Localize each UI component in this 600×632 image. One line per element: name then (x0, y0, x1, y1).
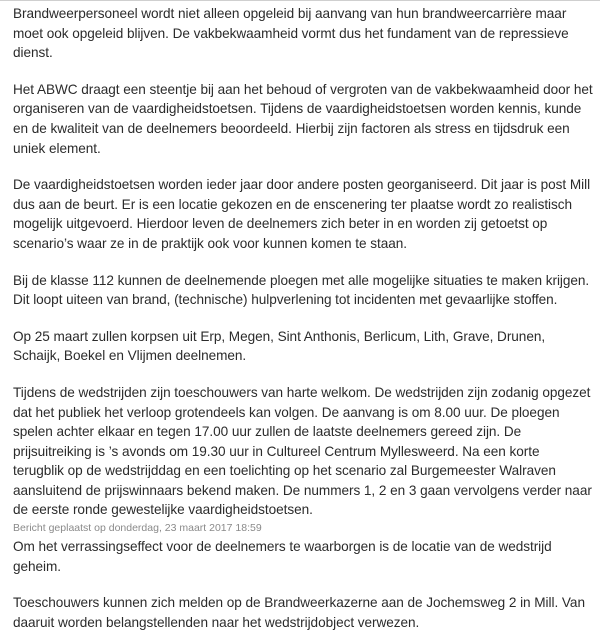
article-paragraph-1: Brandweerpersoneel wordt niet alleen opgeleid bij aanvang van hun brandweercarrière maar moet ook opgeleid blijven. De vakbekwaamheid vormt dus het fundament van de repressieve dienst. (13, 6, 569, 61)
article-paragraph-6: Tijdens de wedstrijden zijn toeschouwers van harte welkom. De wedstrijden zijn zodanig opgezet dat het publiek het verloop grotendeels kan volgen. De aanvang is om 8.00 uur. De ploegen spelen achter elkaar en tegen 17.00 uur zullen de laatste deelnemers gereed zijn. De prijsuitreiking is ’s avonds om 19.30 uur in Cultureel Centrum Myllesweerd. Na een korte terugblik op de wedstrijddag en een toelichting op het scenario zal Burgemeester Walraven aansluitend de prijswinnaars bekend maken. De nummers 1, 2 en 3 gaan vervolgens verder naar de eerste ronde gewestelijke vaardigheidstoetsen. (13, 384, 592, 518)
article-paragraph-8: Toeschouwers kunnen zich melden op de Brandweerkazerne aan de Jochemsweg 2 in Mill. Van daaruit worden belangstellenden naar het wedstrijdobject verwezen. (13, 595, 585, 630)
article-paragraph-5: Op 25 maart zullen korpsen uit Erp, Megen, Sint Anthonis, Berlicum, Lith, Grave, Drunen, Schaijk, Boekel en Vlijmen deelnemen. (13, 328, 546, 364)
article-paragraph-7: Om het verrassingseffect voor de deelnemers te waarborgen is de locatie van de wedstrijd geheim. (13, 539, 552, 574)
article-paragraph-2: Het ABWC draagt een steentje bij aan het behoud of vergroten van de vakbekwaamheid door het organiseren van de vaardigheidstoetsen. Tijdens de vaardigheidstoetsen worden kennis, kunde en de kwaliteit van de deelnemers beoordeeld. Hierbij zijn factoren als stress en tijdsdruk een uniek element. (13, 81, 593, 156)
posted-timestamp: Bericht geplaatst op donderdag, 23 maart 2017 18:59 (13, 522, 262, 534)
article-paragraph-3: De vaardigheidstoetsen worden ieder jaar door andere posten georganiseerd. Dit jaar is post Mill dus aan de beurt. Er is een locatie gekozen en de enscenering ter plaatse wordt zo realistisch mogelijk uitgevoerd. Hierdoor leven de deelnemers zich beter in en worden zij getoetst op scenario’s waar ze in de praktijk ook voor kunnen komen te staan. (13, 177, 591, 251)
article-paragraph-4: Bij de klasse 112 kunnen de deelnemende ploegen met alle mogelijke situaties te maken krijgen. Dit loopt uiteen van brand, (technische) hulpverlening tot incidenten met gevaarlijke stoffen. (13, 272, 590, 308)
